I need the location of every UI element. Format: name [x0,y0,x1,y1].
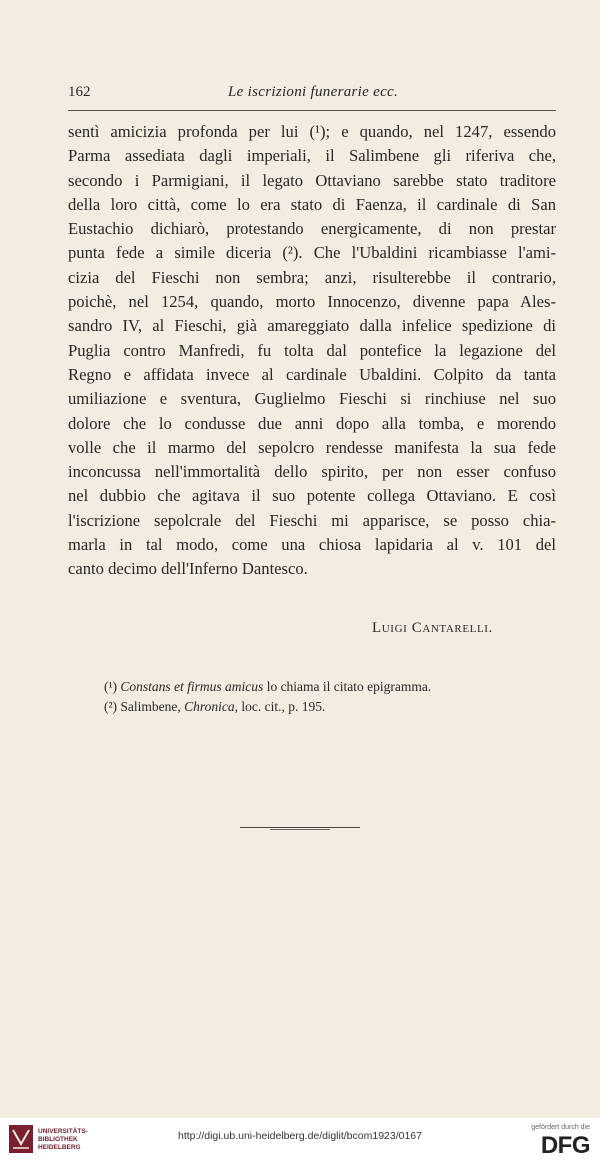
text-line: poichè, nel 1254, quando, morto Innocenzo, divenne papa Ales- [68,292,556,312]
text-line: sandro IV, al Fieschi, già amareggiato dalla infelice spedizione di [68,316,556,336]
source-url[interactable]: http://digi.ub.uni-heidelberg.de/diglit/bcom1923/0167 [177,1130,422,1142]
text-line: dolore che lo condusse due anni dopo alla tomba, e morendo [68,413,556,433]
text-line: cizia del Fieschi non sembra; anzi, risulterebbe il contrario, [68,267,556,287]
body-text [68,120,556,582]
text-line: Parma assediata dagli imperiali, il Salimbene gli riferiva che, [68,146,556,166]
text-line: Regno e affidata invece al cardinale Ubaldini. Colpito da tanta [68,364,556,384]
text-line: volle che il marmo del sepolcro rendesse manifesta la sua fede [68,437,556,457]
header-rule [68,110,556,111]
text-line: della loro città, come lo era stato di Faenza, il cardinale di San [68,194,556,214]
text-line: Puglia contro Manfredi, fu tolta dal pontefice la legazione del [68,340,556,360]
footnote-text: Salimbene, [117,699,185,714]
footnote-text: lo chiama il citato epigramma. [263,679,432,694]
text-line: inconcussa nell'immortalità dello spirito, per non esser confuso [68,462,556,482]
end-ornament [240,827,360,830]
footnote-marker: (²) [104,699,118,714]
footnote-text: , loc. cit., p. 195. [234,699,326,714]
text-line: umiliazione e sventura, Guglielmo Fieschi si rinchiuse nel suo [68,389,556,409]
dfg-logo: DFG [540,1132,590,1159]
text-line: secondo i Parmigiani, il legato Ottaviano sarebbe stato traditore [68,170,556,190]
footnotes [104,677,431,717]
text-line: marla in tal modo, come una chiosa lapidaria al v. 101 del [68,535,556,555]
text-line: canto decimo dell'Inferno Dantesco. [68,559,308,579]
running-title: Le iscrizioni funerarie ecc. [228,84,399,100]
author-signature: Luigi Cantarelli. [372,620,493,636]
text-line: l'iscrizione sepolcrale del Fieschi mi apparisce, se posso chia- [68,510,556,530]
footnote-1 [104,677,431,697]
running-header [68,84,556,108]
footnote-italic: Constans et firmus amicus [120,679,264,694]
library-name: UNIVERSITÄTS- BIBLIOTHEK HEIDELBERG [38,1128,88,1151]
text-line: punta fede a simile diceria (²). Che l'Ubaldini ricambiasse l'ami- [68,243,556,263]
page-number: 162 [68,84,91,100]
text-line: nel dubbio che agitava il suo potente collega Ottaviano. E così [68,486,556,506]
footnote-italic: Chronica [184,699,235,714]
text-line: sentì amicizia profonda per lui (¹); e quando, nel 1247, essendo [68,122,556,141]
footnote-2 [104,697,431,717]
text-line: Eustachio dichiarò, protestando energicamente, di non prestar [68,219,556,239]
footnote-marker: (¹) [104,679,118,694]
funding-note: gefördert durch die [531,1124,590,1131]
